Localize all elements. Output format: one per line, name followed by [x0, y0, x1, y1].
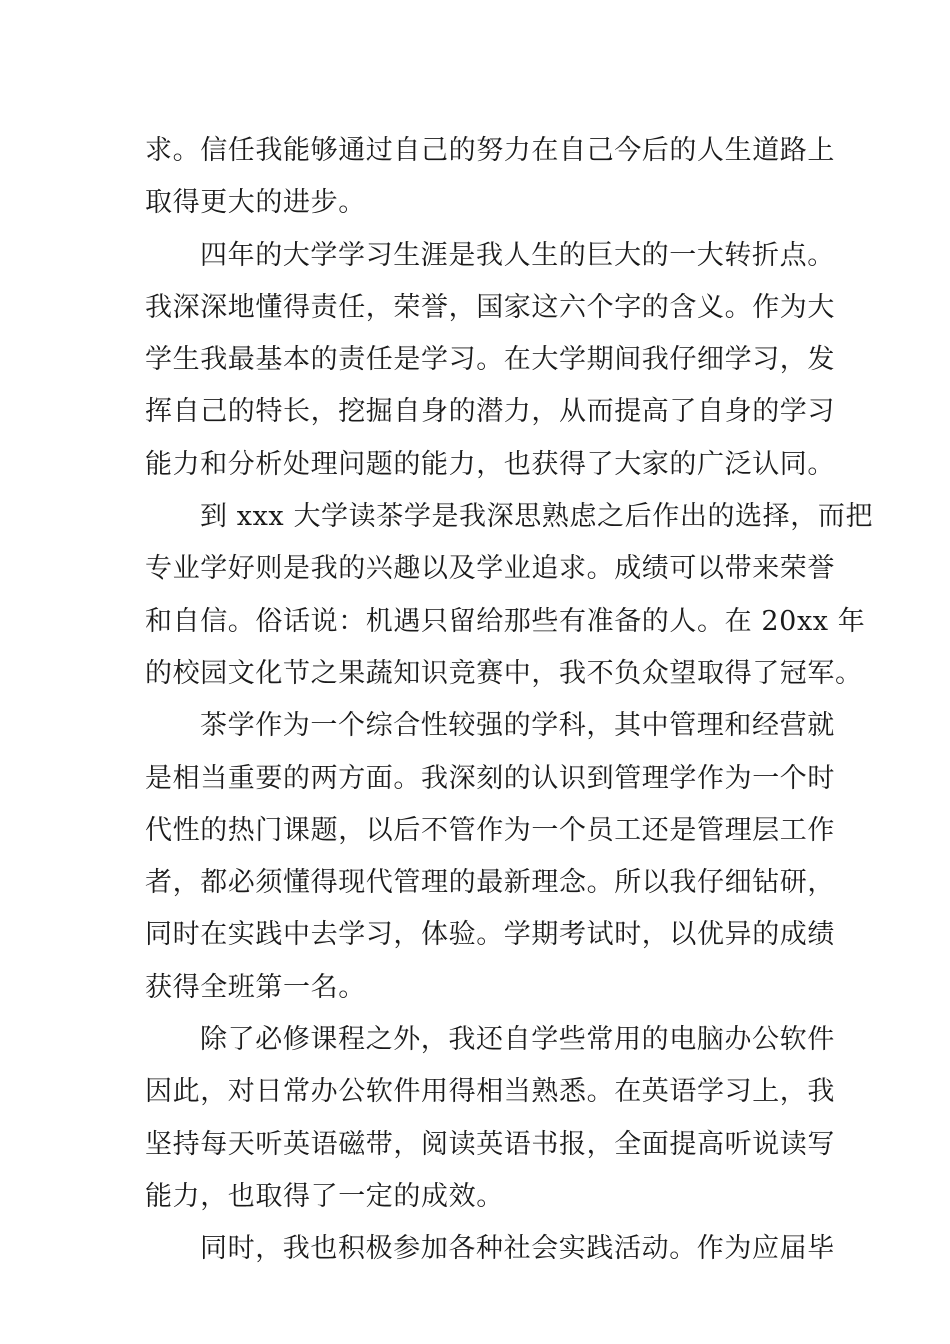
text-line: 的校园文化节之果蔬知识竞赛中，我不负众望取得了冠军。	[145, 657, 863, 689]
text-line: 和自信。俗话说：机遇只留给那些有准备的人。在 20xx 年	[145, 605, 866, 637]
text-line: 因此，对日常办公软件用得相当熟悉。在英语学习上，我	[145, 1076, 835, 1108]
text-line: 专业学好则是我的兴趣以及学业追求。成绩可以带来荣誉	[145, 553, 835, 585]
text-line: 同时在实践中去学习，体验。学期考试时，以优异的成绩	[145, 919, 835, 951]
text-line: 取得更大的进步。	[145, 187, 366, 219]
text-line: 挥自己的特长，挖掘自身的潜力，从而提高了自身的学习	[145, 396, 835, 428]
text-line: 我深深地懂得责任，荣誉，国家这六个字的含义。作为大	[145, 291, 835, 323]
text-line: 是相当重要的两方面。我深刻的认识到管理学作为一个时	[145, 762, 835, 794]
paragraph-first-line: 四年的大学学习生涯是我人生的巨大的一大转折点。	[200, 239, 835, 271]
text-line: 能力和分析处理问题的能力，也获得了大家的广泛认同。	[145, 448, 835, 480]
paragraph-first-line: 到 xxx 大学读茶学是我深思熟虑之后作出的选择，而把	[200, 501, 874, 533]
text-line: 坚持每天听英语磁带，阅读英语书报，全面提高听说读写	[145, 1128, 835, 1160]
document-body	[145, 125, 874, 1276]
text-line: 者，都必须懂得现代管理的最新理念。所以我仔细钻研，	[145, 867, 835, 899]
text-line: 代性的热门课题，以后不管作为一个员工还是管理层工作	[145, 814, 835, 846]
paragraph-first-line: 茶学作为一个综合性较强的学科，其中管理和经营就	[200, 710, 835, 742]
text-line: 能力，也取得了一定的成效。	[145, 1180, 504, 1212]
paragraph-first-line: 同时，我也积极参加各种社会实践活动。作为应届毕	[200, 1233, 835, 1265]
text-line: 求。信任我能够通过自己的努力在自己今后的人生道路上	[145, 135, 835, 166]
paragraph-first-line: 除了必修课程之外，我还自学些常用的电脑办公软件	[200, 1024, 835, 1056]
text-line: 获得全班第一名。	[145, 971, 366, 1003]
text-line: 学生我最基本的责任是学习。在大学期间我仔细学习，发	[145, 344, 835, 376]
